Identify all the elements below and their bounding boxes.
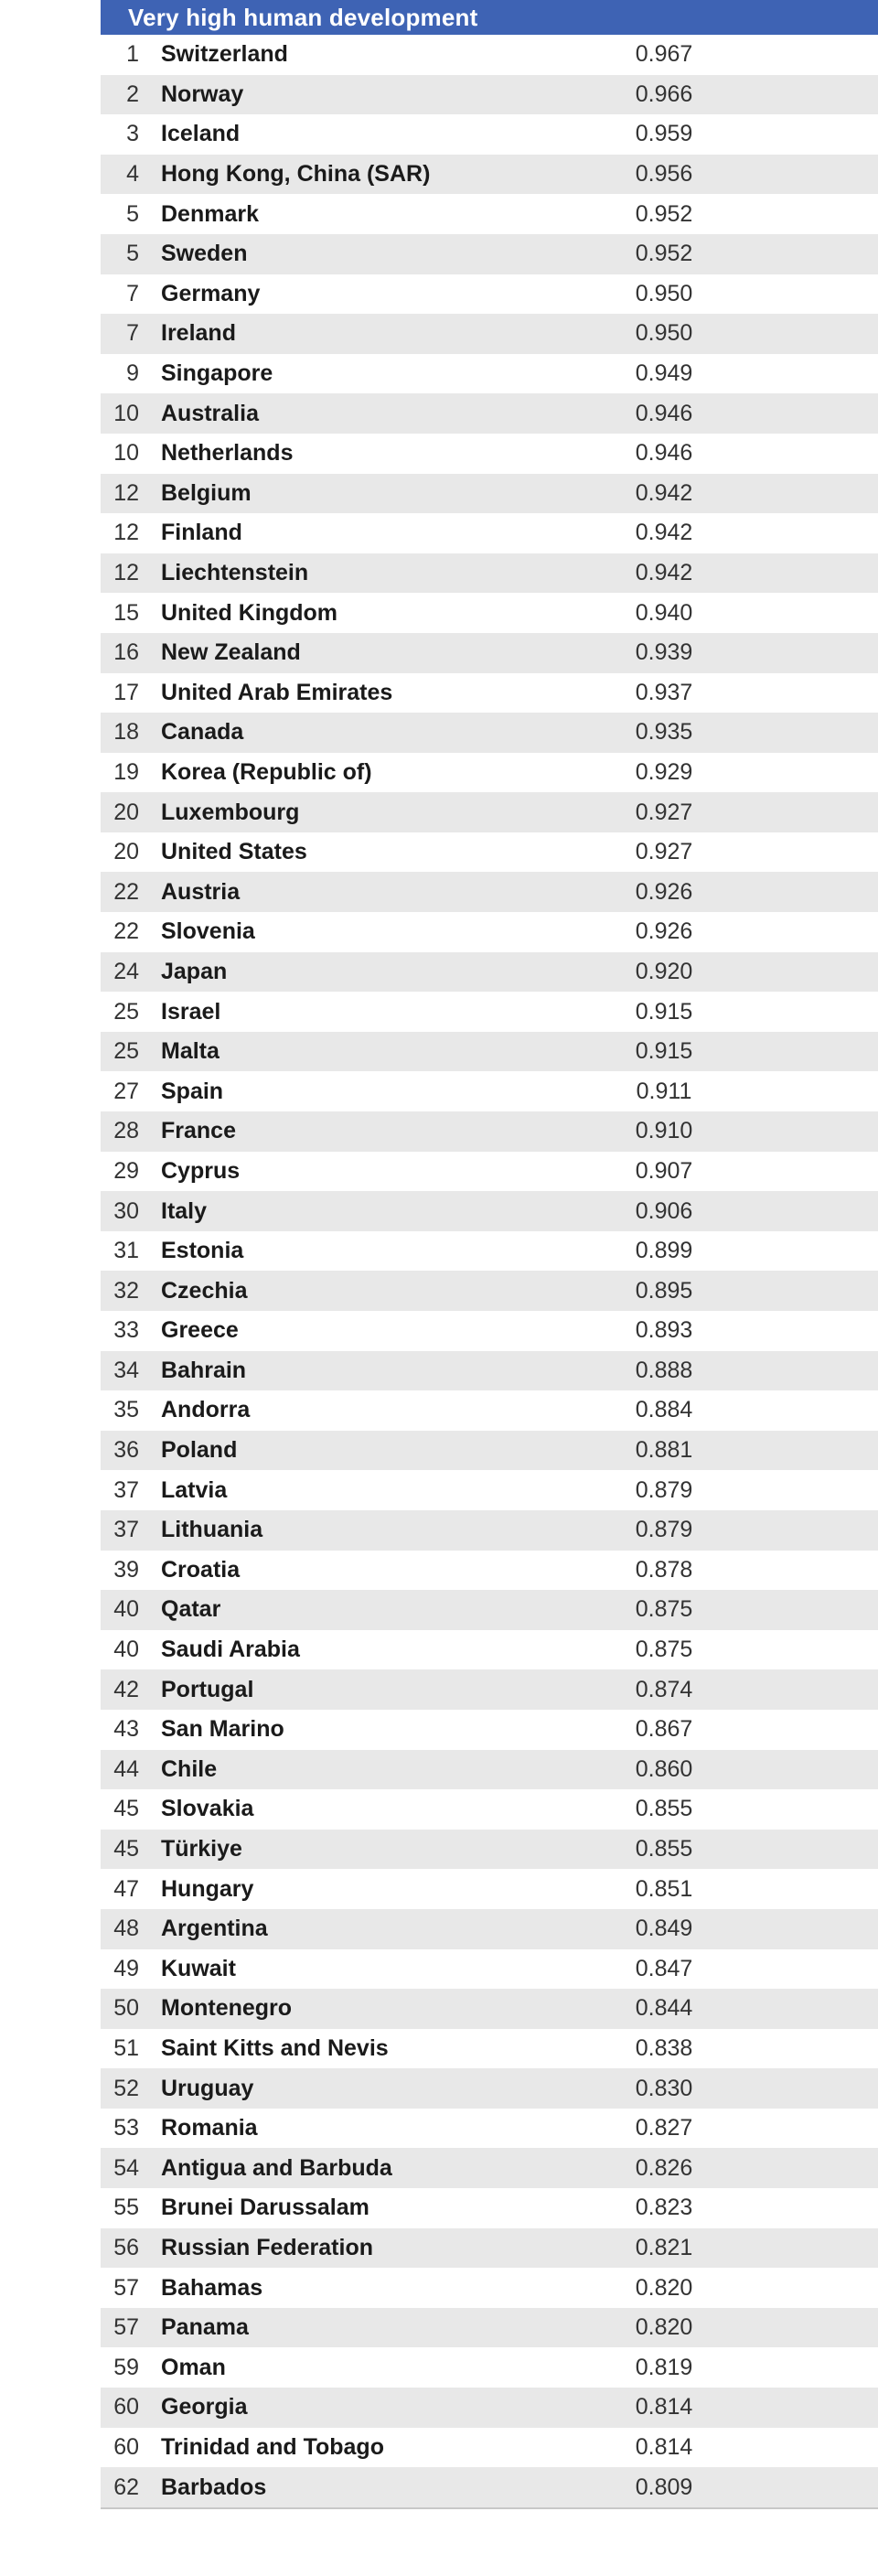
country-cell: Kuwait (161, 1955, 236, 1981)
rank-cell: 12 (113, 560, 139, 586)
hdi-value-cell: 0.874 (635, 1676, 693, 1702)
table-row (101, 2388, 878, 2428)
rank-cell: 51 (113, 2034, 139, 2061)
hdi-value-cell: 0.899 (635, 1238, 693, 1264)
hdi-value-cell: 0.967 (635, 41, 693, 68)
rank-cell: 30 (113, 1197, 139, 1224)
hdi-value-cell: 0.926 (635, 878, 693, 905)
country-cell: Oman (161, 2354, 226, 2380)
hdi-value-cell: 0.830 (635, 2075, 693, 2101)
rank-cell: 59 (113, 2354, 139, 2380)
country-cell: United Arab Emirates (161, 679, 393, 705)
rank-cell: 43 (113, 1716, 139, 1743)
hdi-value-cell: 0.814 (635, 2433, 693, 2460)
country-cell: Argentina (161, 1916, 268, 1942)
hdi-value-cell: 0.819 (635, 2354, 693, 2380)
table-row (101, 155, 878, 195)
country-cell: Chile (161, 1755, 218, 1782)
country-cell: Bahamas (161, 2274, 263, 2301)
rank-cell: 29 (113, 1157, 139, 1184)
hdi-value-cell: 0.907 (635, 1157, 693, 1184)
table-row (101, 1551, 878, 1591)
country-cell: Austria (161, 878, 241, 905)
hdi-value-cell: 0.881 (635, 1437, 693, 1464)
hdi-value-cell: 0.942 (635, 560, 693, 586)
table-row (101, 633, 878, 673)
rank-cell: 22 (113, 918, 139, 945)
table-row (101, 234, 878, 274)
table-row (101, 2109, 878, 2149)
hdi-value-cell: 0.809 (635, 2474, 693, 2500)
table-row (101, 1510, 878, 1551)
hdi-value-cell: 0.820 (635, 2274, 693, 2301)
country-cell: Australia (161, 400, 259, 426)
rank-cell: 4 (126, 161, 139, 188)
hdi-value-cell: 0.820 (635, 2314, 693, 2341)
rank-cell: 10 (113, 440, 139, 467)
country-cell: Ireland (161, 320, 236, 347)
country-cell: Panama (161, 2314, 249, 2341)
table-row (101, 354, 878, 394)
rank-cell: 32 (113, 1277, 139, 1304)
hdi-value-cell: 0.927 (635, 799, 693, 825)
hdi-value-cell: 0.893 (635, 1317, 693, 1344)
table-row (101, 1869, 878, 1909)
country-cell: Czechia (161, 1277, 248, 1304)
rank-cell: 37 (113, 1517, 139, 1543)
rank-cell: 36 (113, 1437, 139, 1464)
rank-cell: 2 (126, 80, 139, 107)
rank-cell: 5 (126, 200, 139, 227)
hdi-value-cell: 0.940 (635, 599, 693, 626)
hdi-value-cell: 0.910 (635, 1118, 693, 1144)
hdi-value-cell: 0.942 (635, 520, 693, 546)
rank-cell: 24 (113, 958, 139, 984)
rank-cell: 45 (113, 1836, 139, 1862)
country-cell: Singapore (161, 360, 273, 387)
rank-cell: 34 (113, 1357, 139, 1383)
hdi-value-cell: 0.879 (635, 1517, 693, 1543)
table-row (101, 1351, 878, 1391)
rank-cell: 42 (113, 1676, 139, 1702)
rank-cell: 10 (113, 400, 139, 426)
country-cell: Sweden (161, 241, 248, 267)
table-row (101, 1989, 878, 2029)
table-row (101, 673, 878, 714)
country-cell: Antigua and Barbuda (161, 2154, 392, 2181)
rank-cell: 16 (113, 639, 139, 666)
table-row (101, 1789, 878, 1830)
hdi-table (101, 0, 878, 2509)
country-cell: Slovenia (161, 918, 255, 945)
country-cell: Malta (161, 1038, 220, 1065)
rank-cell: 12 (113, 479, 139, 506)
hdi-value-cell: 0.826 (635, 2154, 693, 2181)
country-cell: Belgium (161, 479, 252, 506)
table-row (101, 1830, 878, 1870)
rank-cell: 40 (113, 1637, 139, 1663)
country-cell: Japan (161, 958, 228, 984)
table-row (101, 1470, 878, 1510)
hdi-value-cell: 0.860 (635, 1755, 693, 1782)
hdi-value-cell: 0.915 (635, 1038, 693, 1065)
country-cell: Croatia (161, 1556, 241, 1583)
country-cell: Korea (Republic of) (161, 758, 372, 785)
rank-cell: 55 (113, 2195, 139, 2221)
table-row (101, 513, 878, 553)
table-row (101, 792, 878, 832)
table-row (101, 912, 878, 952)
country-cell: Luxembourg (161, 799, 300, 825)
rank-cell: 53 (113, 2115, 139, 2141)
table-body (101, 35, 878, 2507)
table-row (101, 2188, 878, 2228)
country-cell: Switzerland (161, 41, 288, 68)
table-row (101, 832, 878, 873)
country-cell: Poland (161, 1437, 238, 1464)
rank-cell: 25 (113, 1038, 139, 1065)
table-row (101, 2467, 878, 2507)
table-row (101, 1630, 878, 1670)
country-cell: Saint Kitts and Nevis (161, 2034, 389, 2061)
hdi-value-cell: 0.949 (635, 360, 693, 387)
table-row (101, 393, 878, 434)
hdi-value-cell: 0.911 (636, 1078, 692, 1104)
rank-cell: 5 (126, 241, 139, 267)
country-cell: Russian Federation (161, 2234, 373, 2260)
hdi-value-cell: 0.946 (635, 440, 693, 467)
country-cell: France (161, 1118, 236, 1144)
hdi-value-cell: 0.946 (635, 400, 693, 426)
hdi-value-cell: 0.849 (635, 1916, 693, 1942)
table-row (101, 992, 878, 1032)
table-row (101, 1710, 878, 1750)
rank-cell: 18 (113, 719, 139, 746)
country-cell: Israel (161, 998, 221, 1025)
hdi-value-cell: 0.942 (635, 479, 693, 506)
country-cell: Greece (161, 1317, 239, 1344)
hdi-value-cell: 0.878 (635, 1556, 693, 1583)
rank-cell: 56 (113, 2234, 139, 2260)
country-cell: Liechtenstein (161, 560, 309, 586)
rank-cell: 22 (113, 878, 139, 905)
table-row (101, 1231, 878, 1272)
country-cell: Hungary (161, 1875, 254, 1902)
rank-cell: 1 (126, 41, 139, 68)
rank-cell: 19 (113, 758, 139, 785)
country-cell: Finland (161, 520, 242, 546)
table-row (101, 753, 878, 793)
hdi-value-cell: 0.875 (635, 1637, 693, 1663)
rank-cell: 40 (113, 1596, 139, 1623)
country-cell: Andorra (161, 1397, 251, 1423)
table-row (101, 1669, 878, 1710)
rank-cell: 48 (113, 1916, 139, 1942)
rank-cell: 17 (113, 679, 139, 705)
table-row (101, 1590, 878, 1630)
table-row (101, 1152, 878, 1192)
rank-cell: 20 (113, 799, 139, 825)
country-cell: Saudi Arabia (161, 1637, 300, 1663)
country-cell: United Kingdom (161, 599, 338, 626)
table-row (101, 2068, 878, 2109)
rank-cell: 47 (113, 1875, 139, 1902)
hdi-value-cell: 0.950 (635, 320, 693, 347)
table-row (101, 952, 878, 993)
table-row (101, 2148, 878, 2188)
country-cell: Qatar (161, 1596, 221, 1623)
hdi-value-cell: 0.956 (635, 161, 693, 188)
table-row (101, 434, 878, 474)
rank-cell: 39 (113, 1556, 139, 1583)
table-row (101, 1909, 878, 1949)
country-cell: Türkiye (161, 1836, 242, 1862)
country-cell: Netherlands (161, 440, 294, 467)
rank-cell: 35 (113, 1397, 139, 1423)
country-cell: Georgia (161, 2394, 248, 2420)
table-row (101, 1032, 878, 1072)
rank-cell: 15 (113, 599, 139, 626)
table-row (101, 2268, 878, 2308)
hdi-value-cell: 0.906 (635, 1197, 693, 1224)
hdi-value-cell: 0.929 (635, 758, 693, 785)
hdi-value-cell: 0.855 (635, 1836, 693, 1862)
country-cell: Norway (161, 80, 244, 107)
table-row (101, 553, 878, 594)
table-row (101, 593, 878, 633)
table-row (101, 2347, 878, 2388)
hdi-value-cell: 0.920 (635, 958, 693, 984)
hdi-value-cell: 0.884 (635, 1397, 693, 1423)
hdi-value-cell: 0.937 (635, 679, 693, 705)
hdi-value-cell: 0.888 (635, 1357, 693, 1383)
table-row (101, 35, 878, 75)
rank-cell: 44 (113, 1755, 139, 1782)
country-cell: Slovakia (161, 1796, 254, 1822)
hdi-value-cell: 0.851 (635, 1875, 693, 1902)
country-cell: Denmark (161, 200, 259, 227)
hdi-value-cell: 0.935 (635, 719, 693, 746)
hdi-value-cell: 0.821 (635, 2234, 693, 2260)
rank-cell: 60 (113, 2394, 139, 2420)
rank-cell: 45 (113, 1796, 139, 1822)
hdi-value-cell: 0.926 (635, 918, 693, 945)
country-cell: Romania (161, 2115, 258, 2141)
hdi-value-cell: 0.867 (635, 1716, 693, 1743)
hdi-value-cell: 0.915 (635, 998, 693, 1025)
table-row (101, 1191, 878, 1231)
table-row (101, 194, 878, 234)
rank-cell: 52 (113, 2075, 139, 2101)
table-row (101, 713, 878, 753)
country-cell: Trinidad and Tobago (161, 2433, 384, 2460)
hdi-value-cell: 0.827 (635, 2115, 693, 2141)
hdi-value-cell: 0.823 (635, 2195, 693, 2221)
table-row (101, 1750, 878, 1790)
hdi-value-cell: 0.966 (635, 80, 693, 107)
hdi-value-cell: 0.847 (635, 1955, 693, 1981)
table-bottom-rule (101, 2507, 878, 2509)
table-row (101, 75, 878, 115)
rank-cell: 49 (113, 1955, 139, 1981)
rank-cell: 37 (113, 1476, 139, 1503)
rank-cell: 57 (113, 2274, 139, 2301)
country-cell: Latvia (161, 1476, 228, 1503)
country-cell: Brunei Darussalam (161, 2195, 369, 2221)
country-cell: San Marino (161, 1716, 284, 1743)
hdi-value-cell: 0.844 (635, 1995, 693, 2022)
table-row (101, 1111, 878, 1152)
country-cell: Barbados (161, 2474, 267, 2500)
hdi-value-cell: 0.879 (635, 1476, 693, 1503)
country-cell: Canada (161, 719, 244, 746)
table-row (101, 1271, 878, 1311)
hdi-value-cell: 0.875 (635, 1596, 693, 1623)
table-row (101, 314, 878, 354)
country-cell: Cyprus (161, 1157, 241, 1184)
hdi-value-cell: 0.895 (635, 1277, 693, 1304)
hdi-value-cell: 0.959 (635, 121, 693, 147)
country-cell: New Zealand (161, 639, 301, 666)
rank-cell: 57 (113, 2314, 139, 2341)
table-header: Very high human development (101, 0, 878, 35)
table-row (101, 2428, 878, 2468)
country-cell: United States (161, 839, 307, 865)
rank-cell: 25 (113, 998, 139, 1025)
table-row (101, 114, 878, 155)
country-cell: Montenegro (161, 1995, 293, 2022)
table-row (101, 1390, 878, 1431)
table-row (101, 274, 878, 315)
rank-cell: 27 (113, 1078, 139, 1104)
table-row (101, 2029, 878, 2069)
country-cell: Iceland (161, 121, 241, 147)
rank-cell: 50 (113, 1995, 139, 2022)
table-row (101, 2308, 878, 2348)
country-cell: Portugal (161, 1676, 254, 1702)
rank-cell: 20 (113, 839, 139, 865)
country-cell: Lithuania (161, 1517, 263, 1543)
hdi-value-cell: 0.927 (635, 839, 693, 865)
rank-cell: 31 (113, 1238, 139, 1264)
rank-cell: 12 (113, 520, 139, 546)
rank-cell: 3 (126, 121, 139, 147)
rank-cell: 33 (113, 1317, 139, 1344)
country-cell: Spain (161, 1078, 224, 1104)
country-cell: Uruguay (161, 2075, 254, 2101)
rank-cell: 7 (126, 320, 139, 347)
rank-cell: 54 (113, 2154, 139, 2181)
country-cell: Germany (161, 280, 261, 306)
country-cell: Estonia (161, 1238, 244, 1264)
rank-cell: 7 (126, 280, 139, 306)
table-row (101, 1431, 878, 1471)
rank-cell: 28 (113, 1118, 139, 1144)
hdi-value-cell: 0.950 (635, 280, 693, 306)
hdi-value-cell: 0.855 (635, 1796, 693, 1822)
rank-cell: 62 (113, 2474, 139, 2500)
country-cell: Italy (161, 1197, 208, 1224)
table-row (101, 1311, 878, 1351)
table-row (101, 1949, 878, 1990)
table-row (101, 474, 878, 514)
table-row (101, 872, 878, 912)
rank-cell: 9 (126, 360, 139, 387)
hdi-value-cell: 0.814 (635, 2394, 693, 2420)
country-cell: Bahrain (161, 1357, 247, 1383)
rank-cell: 60 (113, 2433, 139, 2460)
table-row (101, 1071, 878, 1111)
hdi-value-cell: 0.952 (635, 200, 693, 227)
hdi-value-cell: 0.952 (635, 241, 693, 267)
hdi-value-cell: 0.838 (635, 2034, 693, 2061)
country-cell: Hong Kong, China (SAR) (161, 161, 431, 188)
hdi-value-cell: 0.939 (635, 639, 693, 666)
table-row (101, 2228, 878, 2269)
